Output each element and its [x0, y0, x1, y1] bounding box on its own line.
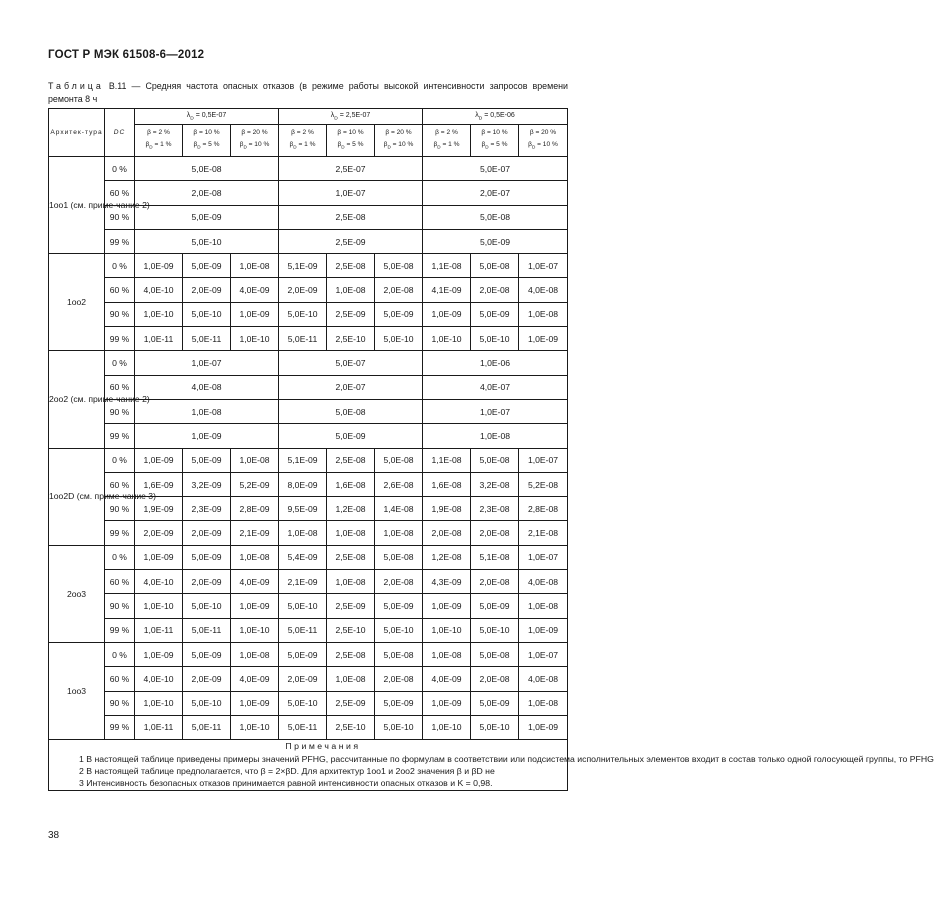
table-row: [49, 302, 568, 326]
value-cell: 1,0E-10: [231, 618, 279, 642]
value-cell: 1,0E-09: [135, 254, 183, 278]
value-cell: 1,0E-10: [135, 302, 183, 326]
value-cell: 5,0E-08: [471, 254, 519, 278]
value-cell: 5,0E-11: [279, 327, 327, 351]
value-cell: 5,0E-07: [279, 351, 423, 375]
value-cell: 5,0E-09: [135, 205, 279, 229]
value-cell: 2,5E-08: [327, 545, 375, 569]
page-number: 38: [48, 830, 60, 841]
value-cell: 5,0E-09: [471, 302, 519, 326]
beta-header: β = 10 % $\beta_D = 5$ %: [327, 125, 375, 157]
architecture-header: Архитек-тура: [49, 109, 105, 157]
value-cell: 1,0E-09: [135, 642, 183, 666]
beta-header: β = 2 % $\beta_D = 1$ %: [423, 125, 471, 157]
value-cell: 2,5E-08: [327, 448, 375, 472]
value-cell: 1,0E-10: [423, 618, 471, 642]
architecture-cell: 1oo1 (см. приме-чание 2): [49, 157, 105, 254]
value-cell: 2,0E-09: [183, 570, 231, 594]
architecture-cell: 2oo3: [49, 545, 105, 642]
lambda-header: $\lambda_D = 0,5E-07$: [135, 109, 279, 125]
dc-header: DC: [105, 109, 135, 157]
value-cell: 1,0E-10: [231, 327, 279, 351]
beta-header: β = 2 % $\beta_D = 1$ %: [279, 125, 327, 157]
notes-title: Примечания: [285, 741, 361, 752]
table-row: [49, 157, 568, 181]
lambda-header: $\lambda_D = 0,5E-06$: [423, 109, 568, 125]
dc-cell: 0 %: [105, 351, 135, 375]
value-cell: 3,2E-08: [471, 472, 519, 496]
value-cell: 5,0E-07: [423, 157, 568, 181]
value-cell: 5,0E-09: [471, 691, 519, 715]
value-cell: 2,3E-09: [183, 497, 231, 521]
value-cell: 1,0E-09: [423, 594, 471, 618]
beta-header: β = 10 % $\beta_D = 5$ %: [471, 125, 519, 157]
note-item: 2 В настоящей таблице предполагается, что β = 2×βD. Для архитектур 1oo1 и 2oo2 значения β и βD не: [79, 765, 495, 776]
value-cell: 2,0E-09: [183, 521, 231, 545]
value-cell: 2,0E-09: [279, 667, 327, 691]
value-cell: 9,5E-09: [279, 497, 327, 521]
value-cell: 1,0E-08: [519, 594, 568, 618]
lambda-header: $\lambda_D = 2,5E-07$: [279, 109, 423, 125]
value-cell: 5,0E-11: [183, 618, 231, 642]
value-cell: 2,0E-08: [471, 570, 519, 594]
architecture-cell: 1oo3: [49, 642, 105, 739]
table-row: [49, 715, 568, 739]
value-cell: 1,0E-09: [231, 302, 279, 326]
value-cell: 1,0E-06: [423, 351, 568, 375]
value-cell: 5,0E-10: [183, 302, 231, 326]
value-cell: 1,0E-08: [519, 302, 568, 326]
value-cell: 2,5E-10: [327, 618, 375, 642]
value-cell: 1,0E-07: [519, 545, 568, 569]
value-cell: 4,0E-09: [231, 570, 279, 594]
beta-header: β = 10 % $\beta_D = 5$ %: [183, 125, 231, 157]
value-cell: 2,8E-08: [519, 497, 568, 521]
value-cell: 4,0E-10: [135, 667, 183, 691]
table-row: [49, 351, 568, 375]
value-cell: 5,0E-10: [375, 618, 423, 642]
value-cell: 2,5E-09: [327, 594, 375, 618]
value-cell: 5,2E-09: [231, 472, 279, 496]
table-row: [49, 691, 568, 715]
value-cell: 4,0E-08: [135, 375, 279, 399]
value-cell: 2,0E-08: [471, 521, 519, 545]
value-cell: 2,5E-08: [279, 205, 423, 229]
value-cell: 2,5E-09: [327, 691, 375, 715]
value-cell: 8,0E-09: [279, 472, 327, 496]
dc-cell: 90 %: [105, 691, 135, 715]
value-cell: 5,0E-08: [375, 254, 423, 278]
dc-cell: 99 %: [105, 618, 135, 642]
value-cell: 1,1E-08: [423, 448, 471, 472]
value-cell: 4,0E-09: [231, 278, 279, 302]
value-cell: 5,0E-10: [135, 229, 279, 253]
dc-cell: 60 %: [105, 181, 135, 205]
value-cell: 1,0E-08: [423, 424, 568, 448]
value-cell: 2,0E-07: [279, 375, 423, 399]
value-cell: 4,0E-07: [423, 375, 568, 399]
table-caption: [48, 80, 568, 105]
architecture-cell: 2oo2 (см. приме-чание 2): [49, 351, 105, 448]
value-cell: 1,2E-08: [423, 545, 471, 569]
value-cell: 5,0E-08: [279, 399, 423, 423]
value-cell: 3,2E-09: [183, 472, 231, 496]
value-cell: 5,0E-11: [279, 618, 327, 642]
value-cell: 1,0E-09: [135, 424, 279, 448]
value-cell: 2,0E-08: [471, 278, 519, 302]
dc-cell: 60 %: [105, 375, 135, 399]
value-cell: 5,0E-09: [183, 448, 231, 472]
dc-cell: 0 %: [105, 545, 135, 569]
value-cell: 1,0E-07: [519, 642, 568, 666]
value-cell: 1,0E-08: [231, 545, 279, 569]
value-cell: 4,1E-09: [423, 278, 471, 302]
value-cell: 1,0E-08: [231, 254, 279, 278]
value-cell: 1,0E-10: [135, 594, 183, 618]
value-cell: 5,0E-08: [375, 642, 423, 666]
value-cell: 1,4E-08: [375, 497, 423, 521]
beta-header: β = 2 % $\beta_D = 1$ %: [135, 125, 183, 157]
dc-cell: 60 %: [105, 667, 135, 691]
caption-text: — Средняя частота опасных отказов (в режиме работы высокой интенсивности запросов времени ремонта 8 ч: [48, 81, 568, 104]
value-cell: 1,0E-09: [423, 691, 471, 715]
value-cell: 5,0E-09: [423, 229, 568, 253]
value-cell: 1,0E-08: [279, 521, 327, 545]
dc-cell: 60 %: [105, 278, 135, 302]
value-cell: 4,0E-10: [135, 570, 183, 594]
value-cell: 2,5E-08: [327, 642, 375, 666]
value-cell: 2,1E-09: [231, 521, 279, 545]
value-cell: 4,0E-09: [423, 667, 471, 691]
value-cell: 2,8E-09: [231, 497, 279, 521]
table-row: [49, 545, 568, 569]
value-cell: 1,0E-09: [135, 448, 183, 472]
note-item: 1 В настоящей таблице приведены примеры значений PFHG, рассчитанные по формулам в соответствии или подсистема исполнительных элементов входит в состав только одной голосующей группы, то PFHG: [79, 753, 934, 764]
value-cell: 5,0E-09: [375, 691, 423, 715]
value-cell: 1,0E-10: [231, 715, 279, 739]
value-cell: 1,9E-09: [135, 497, 183, 521]
value-cell: 1,0E-08: [327, 521, 375, 545]
value-cell: 1,0E-07: [519, 448, 568, 472]
dc-cell: 99 %: [105, 715, 135, 739]
value-cell: 1,0E-07: [423, 399, 568, 423]
value-cell: 2,5E-09: [279, 229, 423, 253]
table-row: [49, 642, 568, 666]
value-cell: 1,0E-08: [327, 278, 375, 302]
table-row: [49, 570, 568, 594]
dc-cell: 0 %: [105, 642, 135, 666]
value-cell: 1,0E-09: [423, 302, 471, 326]
value-cell: 4,0E-10: [135, 278, 183, 302]
value-cell: 2,3E-08: [471, 497, 519, 521]
value-cell: 2,5E-07: [279, 157, 423, 181]
notes-section: [49, 740, 934, 791]
caption-number: В.11: [108, 81, 127, 91]
value-cell: 5,0E-10: [471, 715, 519, 739]
value-cell: 4,3E-09: [423, 570, 471, 594]
value-cell: 2,0E-08: [135, 181, 279, 205]
table-row: [49, 229, 568, 253]
dc-cell: 90 %: [105, 497, 135, 521]
value-cell: 1,0E-08: [423, 642, 471, 666]
value-cell: 5,1E-09: [279, 254, 327, 278]
value-cell: 5,0E-10: [279, 594, 327, 618]
value-cell: 5,0E-08: [423, 205, 568, 229]
value-cell: 1,0E-09: [135, 545, 183, 569]
table-row: [49, 327, 568, 351]
value-cell: 2,5E-10: [327, 715, 375, 739]
value-cell: 5,0E-10: [183, 691, 231, 715]
table-row: [49, 618, 568, 642]
value-cell: 5,0E-10: [183, 594, 231, 618]
value-cell: 1,0E-10: [135, 691, 183, 715]
document-header: ГОСТ Р МЭК 61508-6—2012: [48, 49, 205, 61]
architecture-cell: 1oo2: [49, 254, 105, 351]
dc-cell: 0 %: [105, 254, 135, 278]
value-cell: 1,0E-08: [231, 448, 279, 472]
value-cell: 5,0E-11: [279, 715, 327, 739]
value-cell: 2,5E-09: [327, 302, 375, 326]
beta-header: β = 20 % $\beta_D = 10$ %: [231, 125, 279, 157]
value-cell: 2,0E-08: [423, 521, 471, 545]
value-cell: 1,0E-07: [519, 254, 568, 278]
value-cell: 1,0E-07: [135, 351, 279, 375]
note-item: 3 Интенсивность безопасных отказов принимается равной интенсивности опасных отказов и K = 0,98.: [79, 778, 493, 789]
value-cell: 1,0E-09: [519, 327, 568, 351]
value-cell: 2,6E-08: [375, 472, 423, 496]
value-cell: 5,0E-10: [471, 618, 519, 642]
value-cell: 5,0E-10: [279, 691, 327, 715]
value-cell: 5,0E-10: [375, 715, 423, 739]
value-cell: 5,2E-08: [519, 472, 568, 496]
value-cell: 5,0E-09: [183, 642, 231, 666]
table-row: [49, 594, 568, 618]
value-cell: 2,0E-08: [375, 667, 423, 691]
value-cell: 5,0E-09: [471, 594, 519, 618]
value-cell: 2,1E-09: [279, 570, 327, 594]
architecture-cell: 1oo2D (см. приме-чание 3): [49, 448, 105, 545]
value-cell: 5,0E-09: [279, 424, 423, 448]
dc-cell: 90 %: [105, 302, 135, 326]
value-cell: 2,5E-10: [327, 327, 375, 351]
dc-cell: 90 %: [105, 205, 135, 229]
value-cell: 5,0E-11: [183, 327, 231, 351]
value-cell: 1,0E-09: [231, 594, 279, 618]
value-cell: 1,9E-08: [423, 497, 471, 521]
value-cell: 1,0E-07: [279, 181, 423, 205]
table-row: [49, 278, 568, 302]
value-cell: 1,1E-08: [423, 254, 471, 278]
dc-cell: 90 %: [105, 399, 135, 423]
value-cell: 5,0E-09: [375, 594, 423, 618]
dc-cell: 99 %: [105, 327, 135, 351]
value-cell: 4,0E-08: [519, 667, 568, 691]
value-cell: 1,0E-08: [231, 642, 279, 666]
value-cell: 5,1E-09: [279, 448, 327, 472]
value-cell: 1,0E-10: [423, 327, 471, 351]
value-cell: 2,0E-08: [375, 278, 423, 302]
value-cell: 5,0E-08: [375, 545, 423, 569]
value-cell: 2,0E-09: [183, 278, 231, 302]
table-row: [49, 424, 568, 448]
value-cell: 1,0E-08: [327, 667, 375, 691]
dc-cell: 99 %: [105, 424, 135, 448]
value-cell: 5,0E-08: [135, 157, 279, 181]
value-cell: 5,0E-10: [279, 302, 327, 326]
table-row: [49, 521, 568, 545]
value-cell: 1,0E-09: [519, 618, 568, 642]
value-cell: 2,0E-08: [375, 570, 423, 594]
value-cell: 2,0E-08: [471, 667, 519, 691]
value-cell: 4,0E-08: [519, 570, 568, 594]
value-cell: 5,0E-08: [471, 642, 519, 666]
value-cell: 2,0E-09: [279, 278, 327, 302]
value-cell: 5,0E-10: [375, 327, 423, 351]
value-cell: 1,0E-11: [135, 327, 183, 351]
dc-cell: 99 %: [105, 521, 135, 545]
value-cell: 1,0E-08: [519, 691, 568, 715]
value-cell: 2,1E-08: [519, 521, 568, 545]
dc-cell: 90 %: [105, 594, 135, 618]
value-cell: 2,5E-08: [327, 254, 375, 278]
value-cell: 1,0E-08: [375, 521, 423, 545]
beta-header: β = 20 % $\beta_D = 10$ %: [519, 125, 568, 157]
value-cell: 5,0E-11: [183, 715, 231, 739]
value-cell: 1,6E-08: [327, 472, 375, 496]
value-cell: 2,0E-07: [423, 181, 568, 205]
value-cell: 4,0E-08: [519, 278, 568, 302]
value-cell: 5,0E-08: [471, 448, 519, 472]
dc-cell: 0 %: [105, 157, 135, 181]
value-cell: 1,0E-08: [327, 570, 375, 594]
value-cell: 5,1E-08: [471, 545, 519, 569]
value-cell: 5,0E-10: [471, 327, 519, 351]
value-cell: 5,0E-09: [279, 642, 327, 666]
value-cell: 2,0E-09: [135, 521, 183, 545]
dc-cell: 60 %: [105, 570, 135, 594]
value-cell: 2,0E-09: [183, 667, 231, 691]
value-cell: 1,0E-08: [135, 399, 279, 423]
value-cell: 1,0E-09: [231, 691, 279, 715]
value-cell: 1,0E-11: [135, 715, 183, 739]
caption-label: Таблица: [48, 81, 104, 91]
value-cell: 5,0E-08: [375, 448, 423, 472]
value-cell: 5,4E-09: [279, 545, 327, 569]
value-cell: 5,0E-09: [183, 545, 231, 569]
table-row: [49, 667, 568, 691]
value-cell: 1,6E-08: [423, 472, 471, 496]
dc-cell: 99 %: [105, 229, 135, 253]
value-cell: 1,2E-08: [327, 497, 375, 521]
table-row: [49, 254, 568, 278]
value-cell: 5,0E-09: [183, 254, 231, 278]
value-cell: 1,0E-11: [135, 618, 183, 642]
value-cell: 5,0E-09: [375, 302, 423, 326]
beta-header: β = 20 % $\beta_D = 10$ %: [375, 125, 423, 157]
table-row: [49, 448, 568, 472]
value-cell: 1,6E-09: [135, 472, 183, 496]
value-cell: 1,0E-09: [519, 715, 568, 739]
value-cell: 4,0E-09: [231, 667, 279, 691]
dc-cell: 0 %: [105, 448, 135, 472]
dc-cell: 60 %: [105, 472, 135, 496]
value-cell: 1,0E-10: [423, 715, 471, 739]
failure-frequency-table: [48, 108, 934, 791]
